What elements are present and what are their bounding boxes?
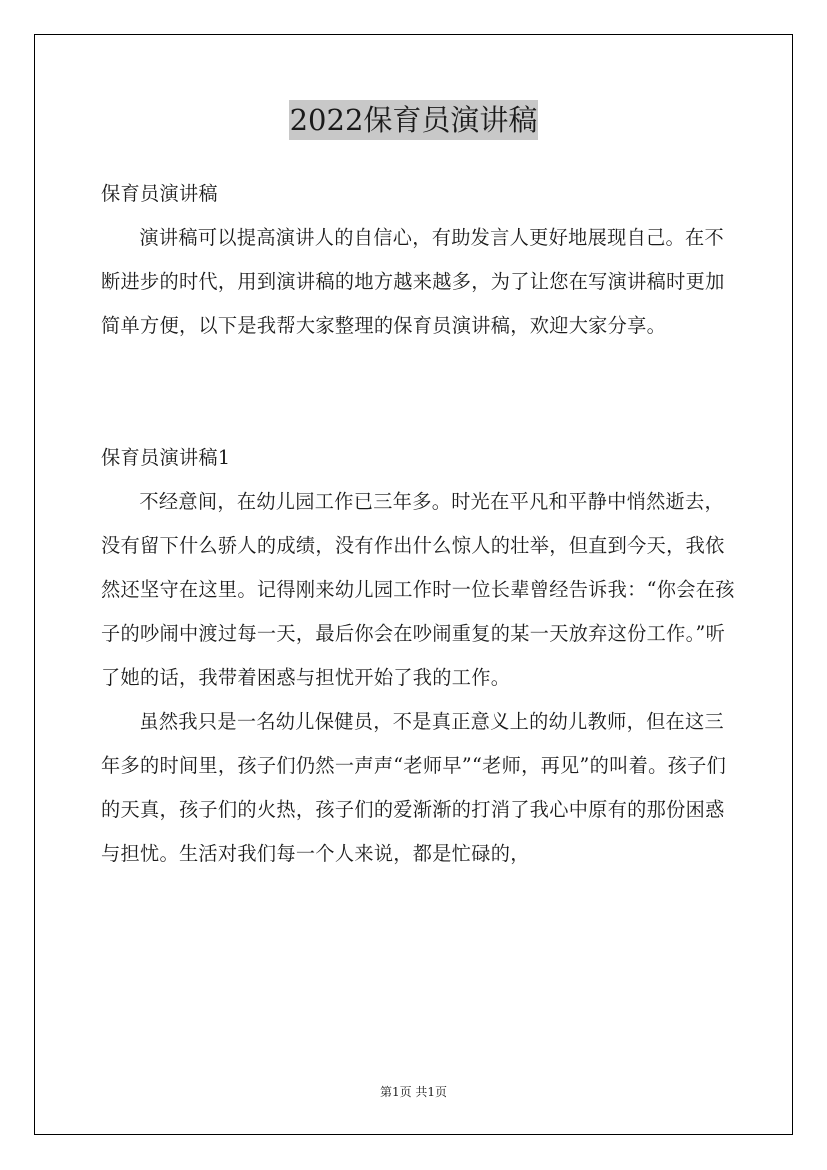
section-heading: 保育员演讲稿1 xyxy=(101,446,231,469)
document-body xyxy=(101,172,743,876)
page-footer: 第1页 共1页 xyxy=(379,1085,448,1099)
title-container xyxy=(0,100,827,140)
subtitle: 保育员演讲稿 xyxy=(101,182,218,205)
body-paragraph-1: 不经意间，在幼儿园工作已三年多。时光在平凡和平静中悄然逝去，没有留下什么骄人的成绩，没有作出什么惊人的壮举，但直到今天，我依然还坚守在这里。记得刚来幼儿园工作时一位长辈曾经告诉我：“你会在孩子的吵闹中渡过每一天，最后你会在吵闹重复的某一天放弃这份工作。”听了她的话，我带着困惑与担忧开始了我的工作。 xyxy=(101,490,735,689)
body-paragraph-2: 虽然我只是一名幼儿保健员，不是真正意义上的幼儿教师，但在这三年多的时间里，孩子们仍然一声声“老师早”“老师，再见”的叫着。孩子们的天真，孩子们的火热，孩子们的爱渐渐的打消了我心中原有的那份困惑与担忧。生活对我们每一个人来说，都是忙碌的， xyxy=(101,710,727,865)
document-title: 2022保育员演讲稿 xyxy=(289,100,539,140)
intro-paragraph: 演讲稿可以提高演讲人的自信心，有助发言人更好地展现自己。在不断进步的时代，用到演讲稿的地方越来越多，为了让您在写演讲稿时更加简单方便，以下是我帮大家整理的保育员演讲稿，欢迎大家分享。 xyxy=(101,226,725,337)
section-spacer xyxy=(101,348,743,436)
